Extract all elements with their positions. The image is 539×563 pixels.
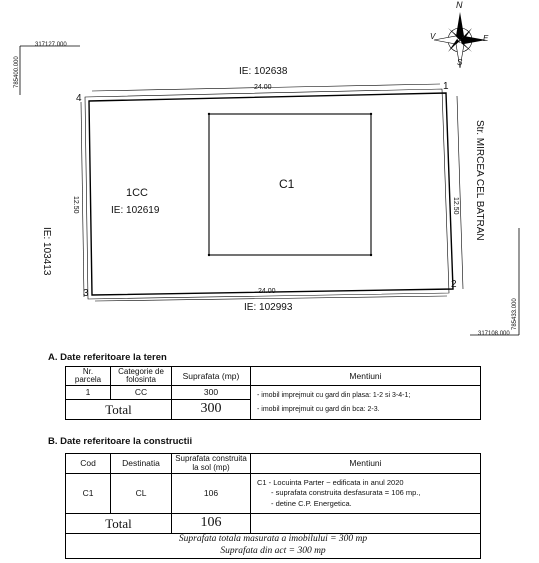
row-destinatia: CL: [111, 474, 172, 514]
construction-total-value: 106: [172, 514, 251, 534]
street-label: Str. MIRCEA CEL BATRAN: [474, 120, 485, 241]
row-nr: 1: [66, 386, 111, 400]
land-total-value: 300: [172, 400, 251, 420]
coord-top-y: 785400.000: [14, 56, 20, 88]
col-destinatia: Destinatia: [111, 454, 172, 474]
section-b-title: B. Date referitoare la constructii: [48, 436, 193, 447]
land-total-label: Total: [66, 400, 172, 420]
ie-left-label: IE: 103413: [41, 227, 52, 276]
coord-bot-y: 785433.000: [512, 298, 518, 330]
coord-top-x: 317127.000: [35, 42, 67, 48]
col-mentiuni-b: Mentiuni: [251, 454, 481, 474]
ie-bottom-label: IE: 102993: [244, 302, 293, 313]
compass-west-label: V: [430, 32, 436, 41]
len-right-label: 12.50: [452, 197, 459, 215]
len-top-label: 24.00: [254, 84, 272, 91]
compass-north-label: N: [456, 0, 463, 10]
building-code-label: C1: [279, 177, 295, 191]
ie-top-label: IE: 102638: [239, 66, 288, 77]
row-suprafata: 300: [172, 386, 251, 400]
col-mentiuni: Mentiuni: [251, 367, 481, 386]
len-left-label: 12.50: [72, 196, 79, 214]
coord-bot-x: 317108.000: [478, 331, 510, 337]
construction-mention-1: C1 - Locuinta Parter ~ edificata in anul 2020: [257, 478, 404, 488]
land-mention-1: - imobil imprejmuit cu gard din plasa: 1-2 si 3-4-1;: [257, 392, 411, 400]
col-suprafata: Suprafata (mp): [172, 367, 251, 386]
corner-4-label: 4: [76, 93, 82, 104]
construction-mentions: [251, 474, 481, 514]
construction-total-empty: [251, 514, 481, 534]
compass-east-label: E: [483, 34, 489, 43]
col-categorie: Categorie de folosinta: [111, 367, 172, 386]
section-a-title: A. Date referitoare la teren: [48, 352, 167, 363]
land-mentions: [251, 386, 481, 420]
land-data-table: [65, 366, 481, 420]
len-bottom-label: 24.00: [258, 288, 276, 295]
col-nr-parcela: Nr. parcela: [66, 367, 111, 386]
construction-mention-2: - suprafata construita desfasurata = 106 mp.,: [271, 488, 421, 498]
construction-data-table: [65, 453, 481, 559]
corner-2-label: 2: [451, 279, 457, 290]
corner-1-label: 1: [443, 81, 449, 92]
parcel-code-label: 1CC: [126, 187, 149, 199]
parcel-ie-label: IE: 102619: [111, 205, 160, 216]
land-mention-2: - imobil imprejmuit cu gard din bca: 2-3.: [257, 405, 380, 413]
surface-from-deed: Suprafata din act = 300 mp: [220, 545, 326, 556]
construction-total-label: Total: [66, 514, 172, 534]
col-cod: Cod: [66, 454, 111, 474]
corner-3-label: 3: [83, 288, 89, 299]
surface-summary: [66, 534, 481, 559]
construction-mention-3: - detine C.P. Energetica.: [271, 498, 352, 508]
row-suprafata-sol: 106: [172, 474, 251, 514]
col-suprafata-sol: Suprafata construita la sol (mp): [172, 454, 251, 474]
row-categorie: CC: [111, 386, 172, 400]
surface-measured: Suprafata totala masurata a imobilului = 300 mp: [178, 534, 368, 544]
row-cod: C1: [66, 474, 111, 514]
compass-south-label: S: [457, 58, 463, 67]
